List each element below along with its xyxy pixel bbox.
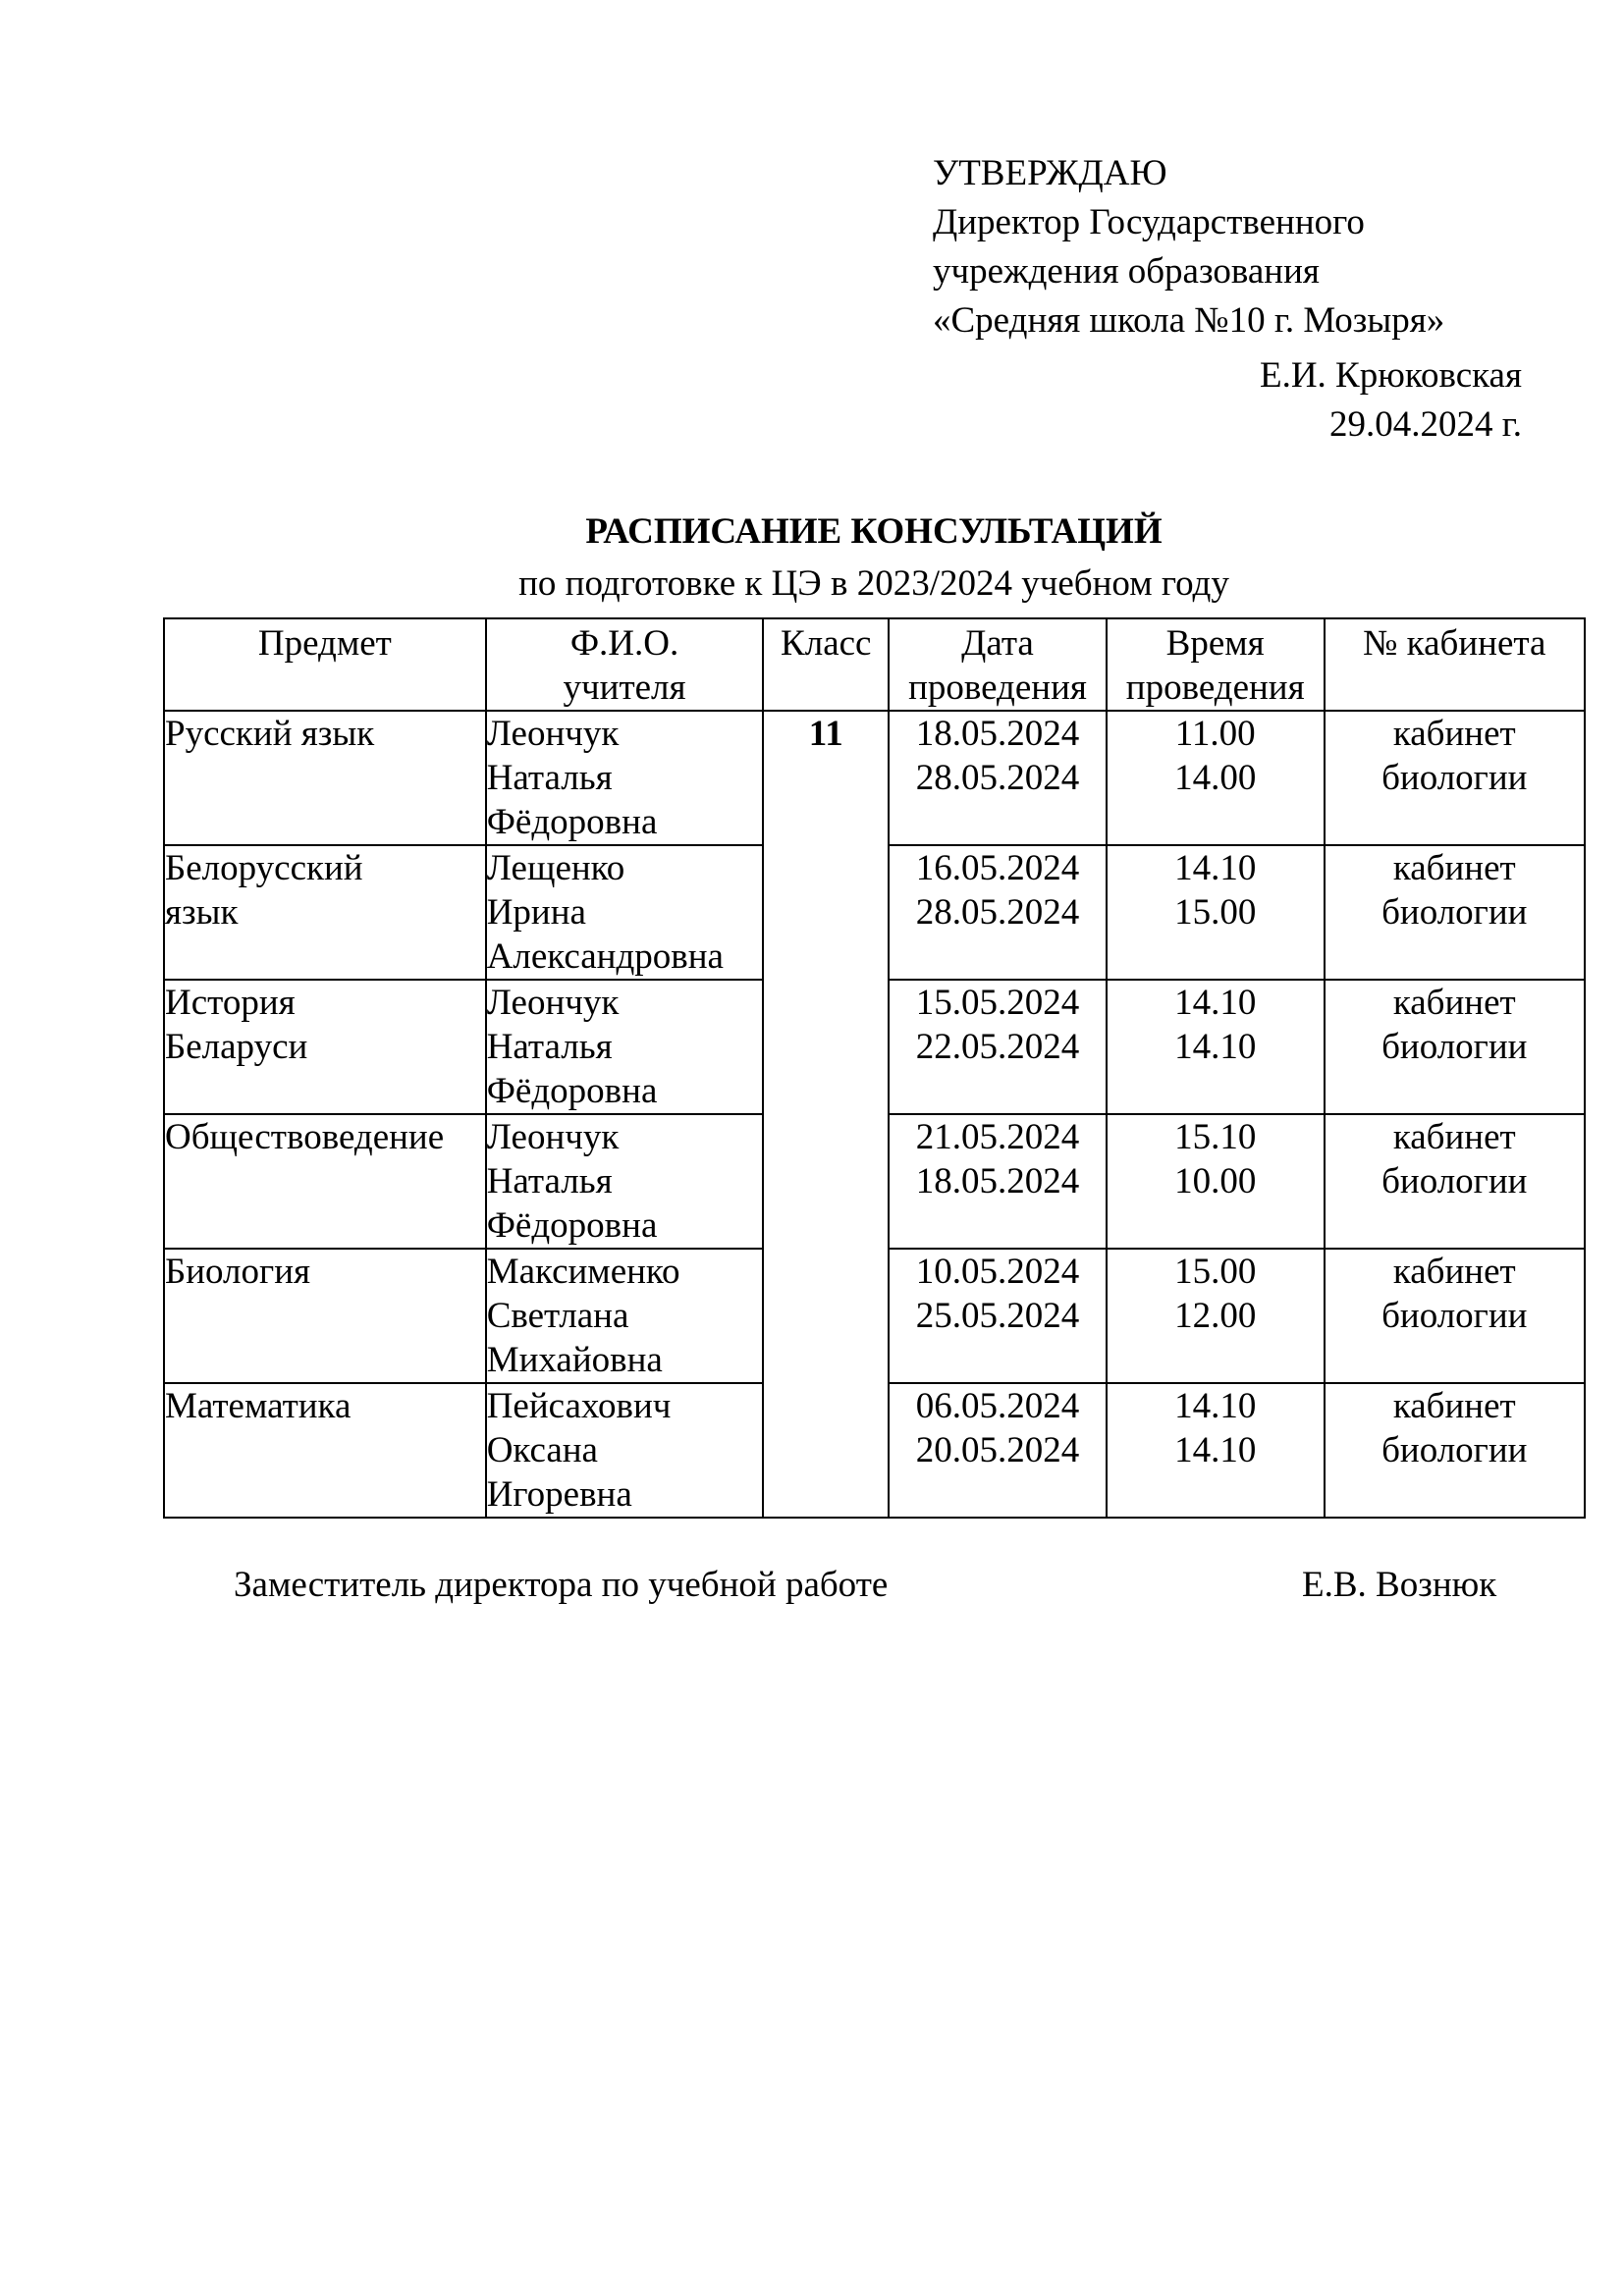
approval-line: учреждения образования: [933, 251, 1320, 292]
room-value: биологии: [1381, 1430, 1528, 1470]
date-value: 25.05.2024: [915, 1296, 1080, 1336]
time-cell: [1107, 711, 1325, 845]
document-subtitle: по подготовке к ЦЭ в 2023/2024 учебном году: [518, 563, 1229, 604]
time-value: 15.00: [1174, 892, 1257, 933]
subject-name: Обществоведение: [165, 1117, 445, 1157]
teacher-name-part: Михайовна: [486, 1340, 663, 1380]
date-cell: [889, 1114, 1107, 1249]
room-value: кабинет: [1392, 1386, 1516, 1426]
room-value: биологии: [1381, 1161, 1528, 1201]
header-room-label: № кабинета: [1363, 623, 1546, 664]
approval-block: [933, 149, 1522, 445]
date-value: 15.05.2024: [915, 983, 1080, 1023]
teacher-name-part: Игоревна: [486, 1474, 632, 1515]
date-value: 16.05.2024: [915, 848, 1080, 888]
subject-name: История: [165, 983, 296, 1023]
subject-name: Русский язык: [165, 714, 375, 754]
time-value: 11.00: [1174, 714, 1256, 754]
room-value: биологии: [1381, 892, 1528, 933]
grade-cell: [763, 711, 889, 1518]
date-value: 22.05.2024: [915, 1027, 1080, 1067]
header-grade-label: Класс: [781, 623, 872, 664]
teacher-name-part: Леончук: [486, 983, 620, 1023]
teacher-name-part: Фёдоровна: [486, 1071, 658, 1111]
date-cell: [889, 1249, 1107, 1383]
time-value: 12.00: [1174, 1296, 1257, 1336]
header-subject: [164, 618, 486, 711]
document-title: РАСПИСАНИЕ КОНСУЛЬТАЦИЙ: [585, 511, 1163, 552]
header-time-label: Время: [1165, 623, 1265, 664]
date-cell: [889, 1383, 1107, 1518]
teacher-cell: [486, 980, 764, 1114]
time-cell: [1107, 845, 1325, 980]
approval-date: 29.04.2024 г.: [1328, 404, 1522, 445]
footer-position: Заместитель директора по учебной работе: [234, 1565, 889, 1605]
header-teacher-label: учителя: [563, 667, 686, 708]
table-row: [164, 711, 1585, 845]
header-date-label: проведения: [908, 667, 1087, 708]
teacher-name-part: Лещенко: [486, 848, 625, 888]
room-value: биологии: [1381, 1027, 1528, 1067]
time-cell: [1107, 1383, 1325, 1518]
time-cell: [1107, 1114, 1325, 1249]
header-time: [1107, 618, 1325, 711]
subject-cell: [164, 1383, 486, 1518]
subject-name: язык: [165, 892, 239, 933]
grade-value: 11: [808, 714, 843, 754]
teacher-name-part: Наталья: [486, 1027, 613, 1067]
date-value: 20.05.2024: [915, 1430, 1080, 1470]
date-cell: [889, 711, 1107, 845]
time-value: 10.00: [1174, 1161, 1257, 1201]
room-cell: [1325, 980, 1585, 1114]
room-value: биологии: [1381, 1296, 1528, 1336]
date-value: 21.05.2024: [915, 1117, 1080, 1157]
teacher-cell: [486, 1114, 764, 1249]
header-teacher: [486, 618, 764, 711]
time-value: 14.10: [1174, 1386, 1257, 1426]
approval-line: Директор Государственного: [933, 202, 1365, 242]
teacher-name-part: Оксана: [486, 1430, 598, 1470]
room-cell: [1325, 711, 1585, 845]
date-value: 28.05.2024: [915, 892, 1080, 933]
header-date: [889, 618, 1107, 711]
teacher-name-part: Леончук: [486, 714, 620, 754]
subject-name: Белорусский: [165, 848, 363, 888]
time-value: 14.10: [1174, 1027, 1257, 1067]
teacher-name-part: Фёдоровна: [486, 802, 658, 842]
time-value: 14.00: [1174, 758, 1257, 798]
teacher-name-part: Александровна: [486, 936, 724, 977]
date-value: 06.05.2024: [915, 1386, 1080, 1426]
teacher-cell: [486, 845, 764, 980]
time-value: 14.10: [1174, 1430, 1257, 1470]
footer-signer: Е.В. Вознюк: [1302, 1565, 1497, 1605]
room-value: кабинет: [1392, 714, 1516, 754]
header-subject-label: Предмет: [257, 623, 392, 664]
time-value: 15.10: [1174, 1117, 1257, 1157]
date-value: 18.05.2024: [915, 714, 1080, 754]
time-value: 15.00: [1174, 1252, 1257, 1292]
teacher-name-part: Пейсахович: [486, 1386, 672, 1426]
date-cell: [889, 845, 1107, 980]
room-value: кабинет: [1392, 1252, 1516, 1292]
approval-signer: Е.И. Крюковская: [1259, 355, 1522, 396]
approval-line: «Средняя школа №10 г. Мозыря»: [933, 300, 1445, 341]
teacher-cell: [486, 1383, 764, 1518]
subject-cell: [164, 711, 486, 845]
room-cell: [1325, 1383, 1585, 1518]
approval-line: УТВЕРЖДАЮ: [933, 153, 1167, 193]
time-cell: [1107, 1249, 1325, 1383]
teacher-name-part: Ирина: [486, 892, 586, 933]
date-value: 10.05.2024: [915, 1252, 1080, 1292]
teacher-cell: [486, 1249, 764, 1383]
subject-name: Биология: [165, 1252, 311, 1292]
teacher-name-part: Наталья: [486, 758, 613, 798]
header-grade: [763, 618, 889, 711]
room-value: биологии: [1381, 758, 1528, 798]
table-header-row: [164, 618, 1585, 711]
teacher-name-part: Светлана: [486, 1296, 629, 1336]
room-value: кабинет: [1392, 1117, 1516, 1157]
time-value: 14.10: [1174, 848, 1257, 888]
room-cell: [1325, 1249, 1585, 1383]
room-value: кабинет: [1392, 983, 1516, 1023]
subject-name: Математика: [165, 1386, 352, 1426]
teacher-name-part: Леончук: [486, 1117, 620, 1157]
teacher-name-part: Максименко: [486, 1252, 680, 1292]
room-cell: [1325, 1114, 1585, 1249]
schedule-table: [163, 617, 1586, 1519]
subject-cell: [164, 1249, 486, 1383]
room-cell: [1325, 845, 1585, 980]
teacher-cell: [486, 711, 764, 845]
date-value: 18.05.2024: [915, 1161, 1080, 1201]
header-time-label: проведения: [1125, 667, 1305, 708]
header-date-label: Дата: [961, 623, 1034, 664]
subject-cell: [164, 980, 486, 1114]
time-cell: [1107, 980, 1325, 1114]
date-cell: [889, 980, 1107, 1114]
header-room: [1325, 618, 1585, 711]
subject-cell: [164, 1114, 486, 1249]
subject-name: Беларуси: [165, 1027, 308, 1067]
room-value: кабинет: [1392, 848, 1516, 888]
subject-cell: [164, 845, 486, 980]
header-teacher-label: Ф.И.О.: [569, 623, 679, 664]
time-value: 14.10: [1174, 983, 1257, 1023]
teacher-name-part: Наталья: [486, 1161, 613, 1201]
teacher-name-part: Фёдоровна: [486, 1205, 658, 1246]
date-value: 28.05.2024: [915, 758, 1080, 798]
